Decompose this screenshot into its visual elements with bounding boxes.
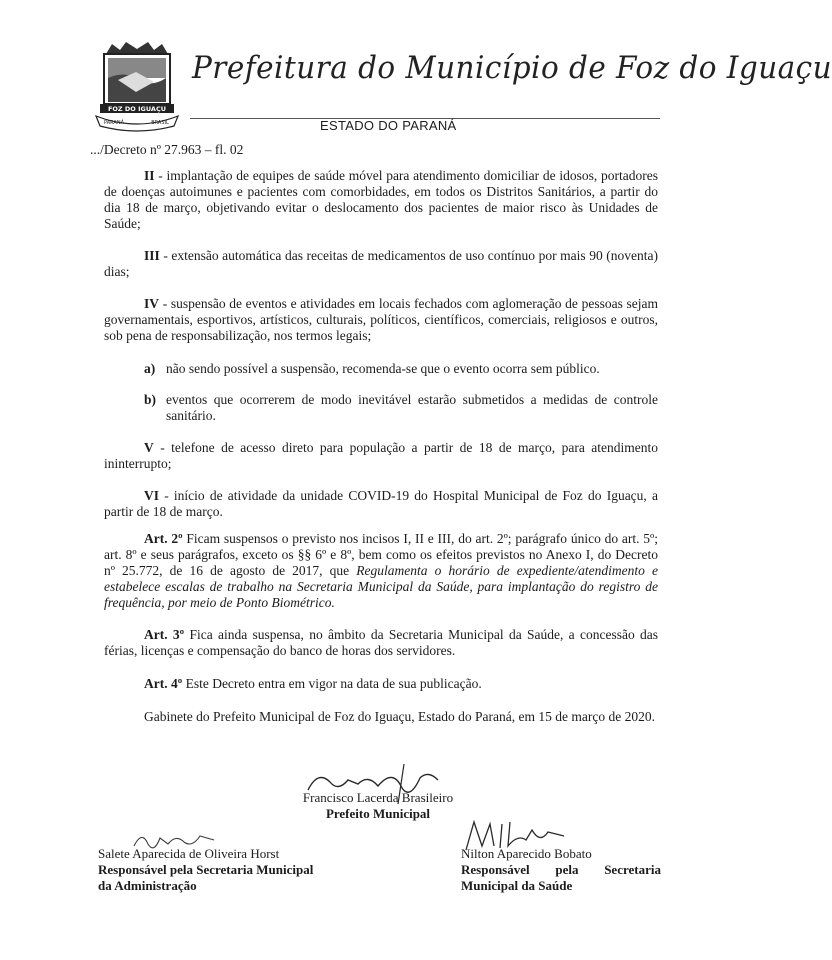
mayor-name: Francisco Lacerda Brasileiro <box>302 790 454 805</box>
left-signer-role-line1: Responsável pela Secretaria Municipal <box>98 862 314 877</box>
crest-text-left: PARANÁ <box>104 120 124 126</box>
left-signer-name: Salete Aparecida de Oliveira Horst <box>98 846 280 861</box>
state-heading: ESTADO DO PARANÁ <box>320 118 457 133</box>
mayor-block <box>268 790 488 822</box>
closing-paragraph: Gabinete do Prefeito Municipal de Foz do Iguaçu, Estado do Paraná, em 15 de março de 2020. <box>144 709 655 724</box>
crest-text-right: BRASIL <box>151 120 169 126</box>
sub-item-b: b) eventos que ocorrerem de modo inevitável estarão submetidos a medidas de controle sanitário. <box>144 392 658 423</box>
right-signer-role-line1: Responsável pela Secretaria <box>461 862 661 877</box>
right-signer-role-line2: Municipal da Saúde <box>461 878 573 893</box>
sub-item-a: a) não sendo possível a suspensão, recomenda-se que o evento ocorra sem público. <box>144 361 600 376</box>
article-4: Art. 4º Este Decreto entra em vigor na data de sua publicação. <box>144 676 482 691</box>
left-signature-block <box>98 846 368 894</box>
item-ii: II - implantação de equipes de saúde móvel para atendimento domiciliar de idosos, portadores de doenças autoimunes e pacientes com comorbidades, em todos os Distritos Sanitários, a partir do dia 18 de março, objetivando evitar o deslocamento dos pacientes de maior risco às Unidades de Saúde; <box>104 168 658 231</box>
left-signer-role-line2: da Administração <box>98 878 197 893</box>
article-2: Art. 2º Ficam suspensos o previsto nos incisos I, II e III, do art. 2º; parágrafo único do art. 5º; art. 8º e seus parágrafos, exceto os §§ 6º e 8º, bem como os efeitos previstos no Anexo I, do Decreto nº 25.772, de 16 de agosto de 2017, que Regulamenta o horário de expediente/atendimento e estabelece escalas de trabalho na Secretaria Municipal da Saúde, para implantação do registro de frequência, por meio de Ponto Biométrico. <box>104 531 659 610</box>
item-v: V - telefone de acesso direto para população a partir de 18 de março, para atendimento ininterrupto; <box>104 440 658 471</box>
item-iii: III - extensão automática das receitas de medicamentos de uso contínuo por mais 90 (noventa) dias; <box>104 248 658 279</box>
item-vi: VI - início de atividade da unidade COVID-19 do Hospital Municipal de Foz do Iguaçu, a partir de 18 de março. <box>104 488 658 519</box>
article-3: Art. 3º Fica ainda suspensa, no âmbito da Secretaria Municipal da Saúde, a concessão das férias, licenças e compensação do banco de horas dos servidores. <box>104 627 659 658</box>
decree-reference: .../Decreto nº 27.963 – fl. 02 <box>90 142 244 157</box>
right-signature-block <box>461 846 661 894</box>
mayor-title: Prefeito Municipal <box>325 806 431 821</box>
crest-text-top: FOZ DO IGUAÇU <box>107 105 167 113</box>
item-iv: IV - suspensão de eventos e atividades em locais fechados com aglomeração de pessoas sejam governamentais, esportivos, artísticos, culturais, políticos, científicos, comerciais, religiosos e outros, sob pena de responsabilização, nos termos legais; <box>104 296 658 343</box>
right-signer-name: Nilton Aparecido Bobato <box>461 846 592 861</box>
page-title: Prefeitura do Município de Foz do Iguaçu <box>192 50 832 86</box>
municipal-crest <box>96 40 178 132</box>
